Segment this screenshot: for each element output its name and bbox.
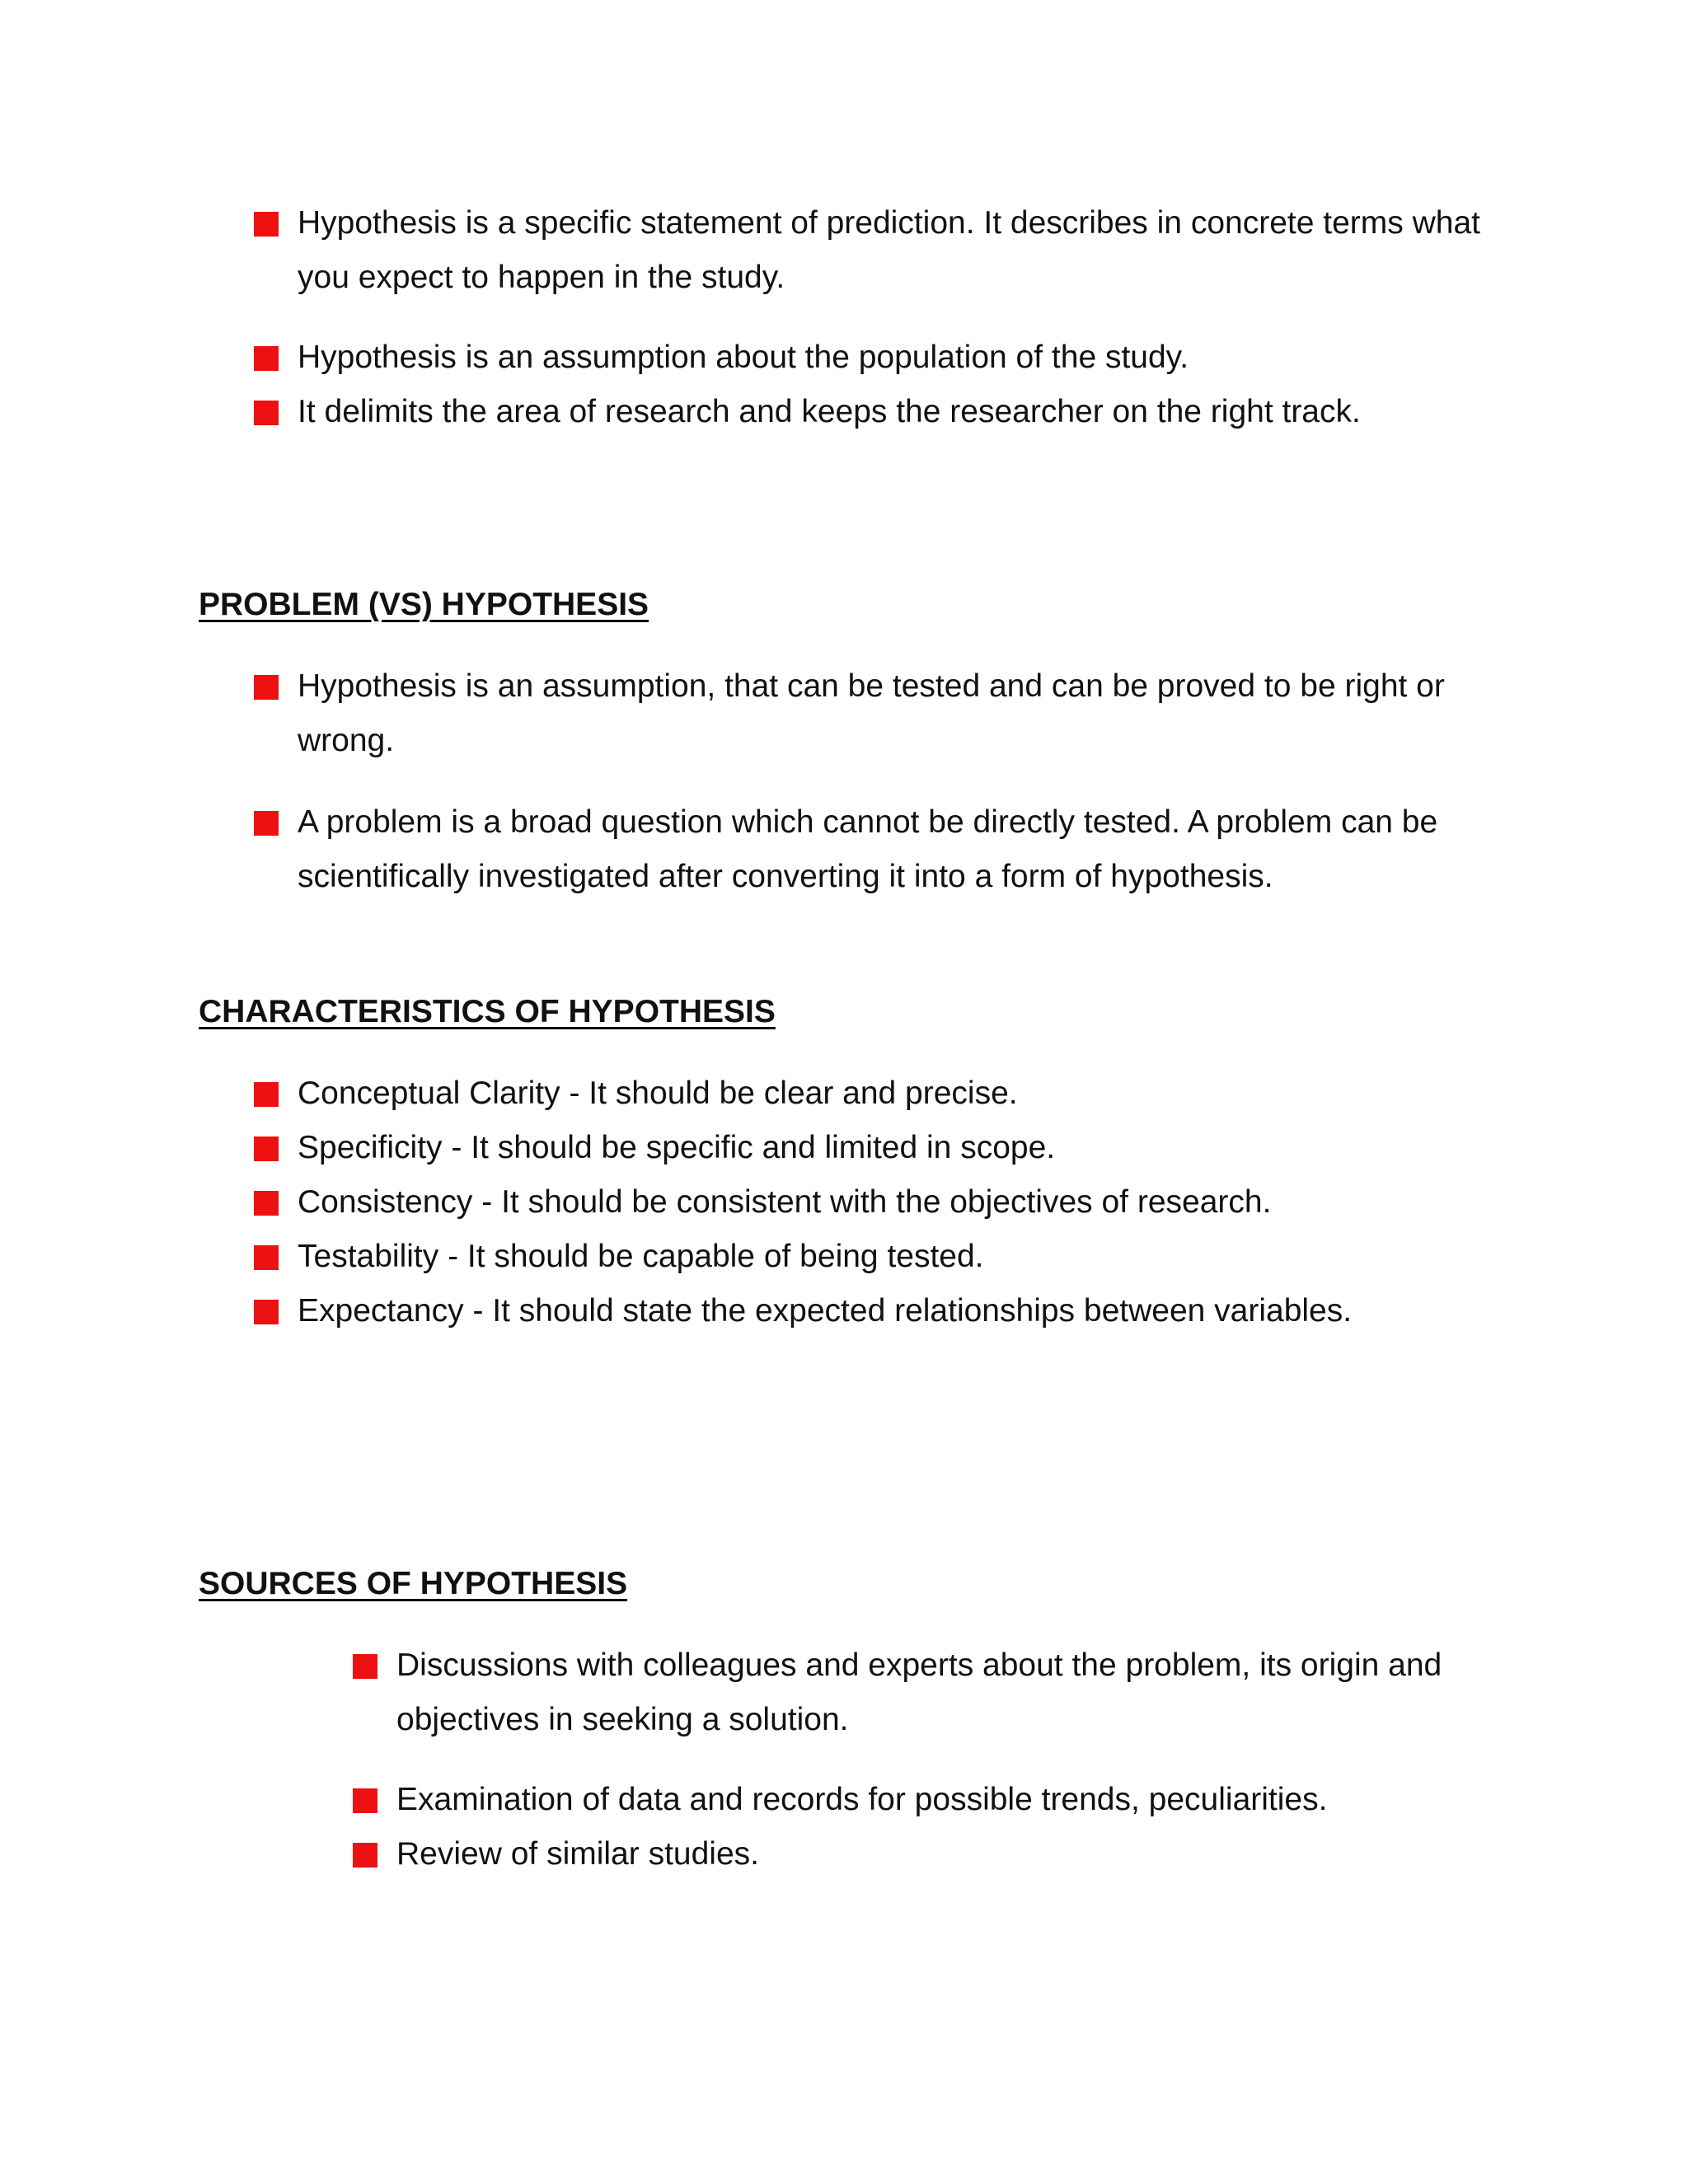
problem-vs-hypothesis-bullet-list: [0, 659, 1688, 931]
list-item: [353, 1638, 1507, 1747]
red-square-bullet-icon: [353, 1654, 377, 1679]
red-square-bullet-icon: [353, 1788, 377, 1813]
red-square-bullet-icon: [254, 1082, 279, 1107]
list-item-text: Discussions with colleagues and experts about the problem, its origin and objectives in seeking a solution.: [396, 1647, 1442, 1737]
red-square-bullet-icon: [254, 811, 279, 836]
red-square-bullet-icon: [254, 346, 279, 371]
list-item-text: Examination of data and records for possible trends, peculiarities.: [396, 1782, 1328, 1817]
red-square-bullet-icon: [254, 1300, 279, 1324]
list-item: [353, 1827, 1507, 1882]
characteristics-bullet-list: [0, 1066, 1688, 1366]
red-square-bullet-icon: [254, 1137, 279, 1161]
list-item: [254, 1175, 1490, 1230]
list-item-text: Specificity - It should be specific and limited in scope.: [298, 1130, 1056, 1165]
red-square-bullet-icon: [254, 212, 279, 237]
list-item-text: Hypothesis is an assumption, that can be tested and can be proved to be right or wrong.: [298, 668, 1445, 758]
list-item: [254, 1121, 1490, 1175]
list-item: [254, 1066, 1490, 1121]
list-item-text: A problem is a broad question which cannot be directly tested. A problem can be scientifically investigated after converting it into a form of hypothesis.: [298, 804, 1438, 894]
list-item-text: Consistency - It should be consistent with the objectives of research.: [298, 1184, 1272, 1220]
intro-bullet-list: [0, 196, 1688, 466]
list-item: [254, 1230, 1490, 1284]
list-item: [254, 1284, 1490, 1338]
list-item: [254, 659, 1457, 768]
section-heading-sources: SOURCES OF HYPOTHESIS: [199, 1566, 628, 1601]
list-item-text: Conceptual Clarity - It should be clear and precise.: [298, 1076, 1018, 1111]
list-item: [254, 385, 1490, 439]
red-square-bullet-icon: [254, 1245, 279, 1270]
list-item-text: Expectancy - It should state the expected relationships between variables.: [298, 1293, 1353, 1329]
red-square-bullet-icon: [254, 1191, 279, 1216]
list-item-text: Review of similar studies.: [396, 1836, 759, 1872]
section-heading-characteristics: CHARACTERISTICS OF HYPOTHESIS: [199, 994, 776, 1029]
list-item: [254, 330, 1490, 385]
list-item-text: Hypothesis is a specific statement of prediction. It describes in concrete terms what you expect to happen in the study.: [298, 205, 1480, 295]
list-item-text: Testability - It should be capable of being tested.: [298, 1239, 984, 1274]
list-item: [254, 196, 1490, 305]
red-square-bullet-icon: [353, 1843, 377, 1868]
list-item: [254, 795, 1457, 904]
red-square-bullet-icon: [254, 675, 279, 700]
red-square-bullet-icon: [254, 401, 279, 425]
section-heading-problem-vs-hypothesis: PROBLEM (VS) HYPOTHESIS: [199, 587, 649, 622]
sources-bullet-list: [0, 1638, 1688, 1909]
list-item-text: Hypothesis is an assumption about the population of the study.: [298, 340, 1189, 375]
list-item-text: It delimits the area of research and keeps the researcher on the right track.: [298, 394, 1361, 429]
list-item: [353, 1773, 1507, 1827]
